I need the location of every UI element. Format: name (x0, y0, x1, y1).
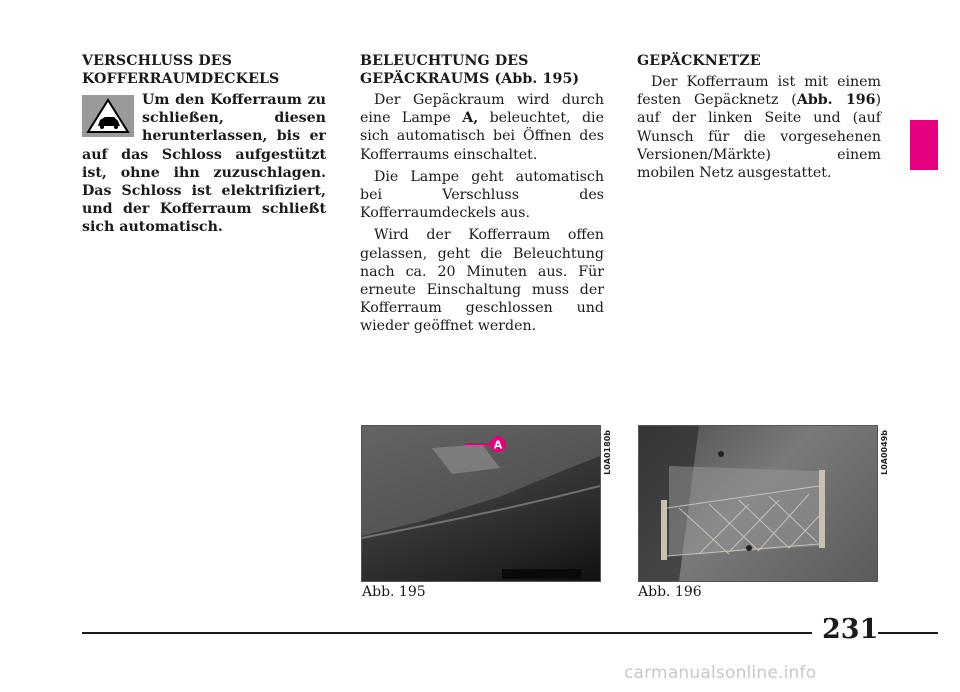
figure-reference: Abb. 196 (796, 92, 876, 109)
marker-a-label: A (493, 438, 503, 452)
warning-text: Um den Kofferraum zu schließen, diesen herunterlassen, bis er auf das Schloss aufgestützt ist, ohne ihn zuzuschlagen. Das Schloss ist elektrifiziert, und der Kofferraum schließt sich automatisch. (82, 92, 326, 236)
paragraph-lamp-off: Die Lampe geht automatisch bei Verschluss des Kofferraumdeckels aus. (360, 168, 604, 222)
caption-195: Abb. 195 (362, 584, 426, 600)
caption-196: Abb. 196 (638, 584, 702, 600)
section-tab-marker (910, 120, 938, 170)
heading-luggage-nets: GEPÄCKNETZE (637, 53, 761, 69)
heading-line-2: KOFFERRAUMDECKELS (82, 71, 280, 87)
lamp-label: A, (462, 110, 479, 127)
text-run: Der Kofferraum ist mit einem festen Gepäcknetz ( (637, 74, 881, 109)
watermark: carmanualsonline.info (624, 663, 817, 683)
paragraph-nets (637, 73, 881, 182)
paragraph-lamp (360, 91, 604, 164)
heading-line-2: GEPÄCKRAUMS (Abb. 195) (360, 71, 580, 87)
text-run: beleuchtet, die sich automatisch bei Öffnen des Kofferraums einschaltet. (360, 110, 604, 163)
text-run: Der Gepäckraum wird durch eine Lampe (360, 92, 604, 127)
text-run: ) auf der linken Seite und (auf Wunsch für die vorgesehenen Versionen/Märkte) einem mobilen Netz ausgestattet. (637, 92, 882, 182)
column-trunk-lighting (360, 52, 604, 340)
footer-rule-right (878, 632, 938, 634)
heading-closing-trunk (82, 52, 326, 88)
heading-line-1: VERSCHLUSS DES (82, 53, 233, 69)
footer-rule-left (82, 632, 812, 634)
warning-car-icon (82, 95, 134, 137)
heading-line-1: BELEUCHTUNG DES (360, 53, 529, 69)
column-closing-trunk (82, 52, 326, 237)
photo-trunk-lamp (361, 425, 601, 582)
page-number: 231 (822, 614, 879, 645)
figure-code-195: L0A0180b (603, 430, 612, 475)
paragraph-lamp-timeout: Wird der Kofferraum offen gelassen, geht die Beleuchtung nach ca. 20 Minuten aus. Für erneute Einschaltung muss der Kofferraum geschlossen und wieder geöffnet werden. (360, 227, 604, 335)
figure-code-196: L0A0049b (880, 430, 889, 475)
photo-luggage-net (638, 425, 878, 582)
column-luggage-nets (637, 52, 881, 186)
heading-trunk-lighting (360, 52, 604, 88)
